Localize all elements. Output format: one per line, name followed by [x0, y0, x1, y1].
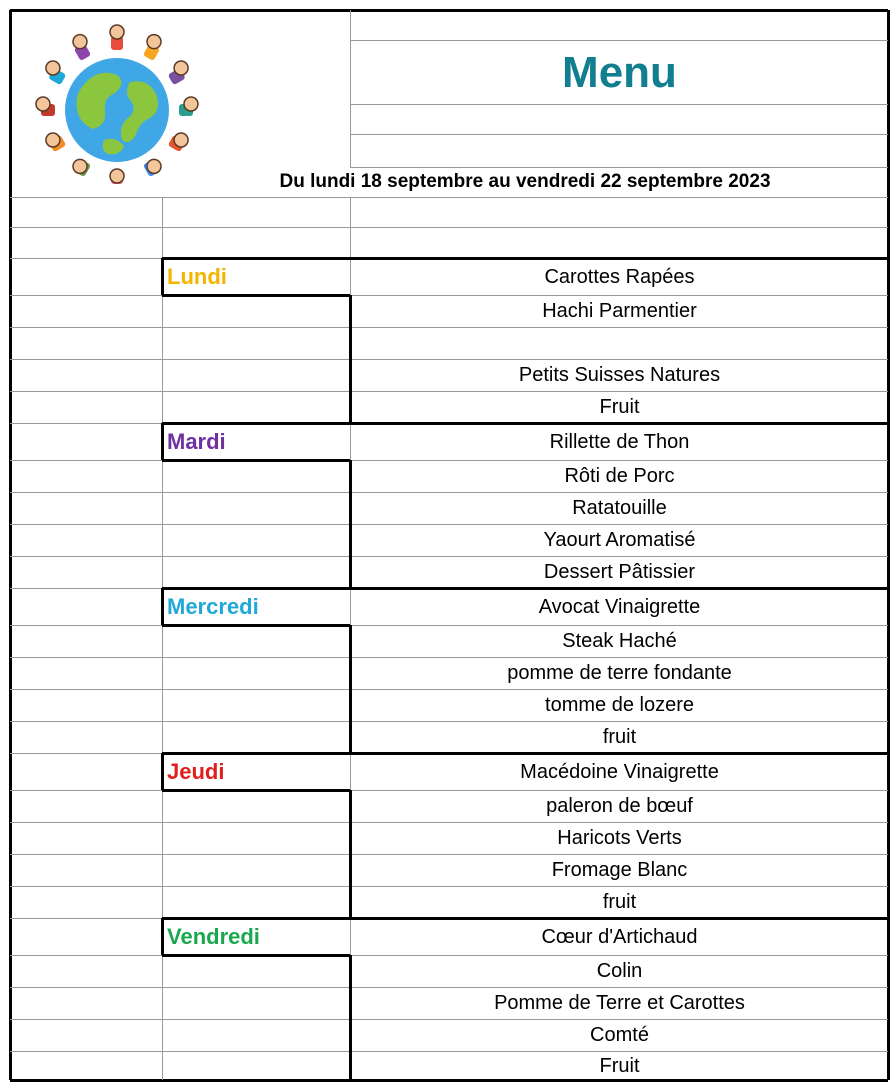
grid-line: [10, 391, 888, 392]
thick-border: [162, 752, 888, 755]
child-figure: [168, 133, 188, 152]
grid-line: [10, 524, 888, 525]
grid-line: [10, 721, 888, 722]
grid-line: [10, 657, 888, 658]
child-figure: [73, 159, 91, 177]
grid-line: [10, 460, 888, 461]
dish-cell: Fruit: [599, 1054, 640, 1077]
dish-cell: Macédoine Vinaigrette: [520, 760, 719, 783]
date-range: Du lundi 18 septembre au vendredi 22 septembre 2023: [279, 171, 771, 192]
dish-cell: Pomme de Terre et Carottes: [494, 992, 745, 1014]
dish-cell: Ratatouille: [572, 497, 667, 519]
dish-cell: fruit: [602, 891, 637, 913]
day-label-vendredi: Vendredi: [167, 923, 260, 949]
thick-border: [161, 753, 164, 790]
thick-border: [162, 954, 350, 957]
grid-line: [10, 790, 888, 791]
dish-cell: Rôti de Porc: [564, 465, 675, 487]
grid-line: [10, 295, 888, 296]
dish-cell: Colin: [596, 960, 643, 982]
thick-border: [162, 257, 888, 260]
child-figure: [143, 159, 161, 177]
dish-cell: Hachi Parmentier: [542, 300, 697, 322]
dish-cell: Carottes Rapées: [544, 265, 695, 288]
thick-border: [161, 423, 164, 460]
child-figure: [46, 61, 66, 85]
thick-border: [162, 917, 888, 920]
thick-border: [162, 422, 888, 425]
dish-cell: pomme de terre fondante: [507, 662, 732, 684]
dish-cell: Yaourt Aromatisé: [543, 529, 696, 551]
grid-line: [10, 1019, 888, 1020]
thick-border: [350, 1079, 888, 1082]
dish-cell: paleron de bœuf: [546, 795, 693, 817]
child-figure: [46, 133, 66, 152]
dish-cell: Avocat Vinaigrette: [538, 595, 701, 618]
dish-cell: Cœur d'Artichaud: [541, 925, 698, 948]
day-label-mercredi: Mercredi: [167, 593, 259, 619]
grid-line: [10, 955, 888, 956]
grid-line: [10, 227, 888, 228]
page-title: Menu: [562, 48, 677, 97]
dish-cell: Petits Suisses Natures: [518, 364, 721, 386]
grid-line: [10, 492, 888, 493]
dish-cell: Fromage Blanc: [551, 859, 688, 881]
grid-line: [10, 689, 888, 690]
children-globe-logo: [12, 12, 222, 198]
child-figure: [168, 61, 188, 85]
dish-cell: tomme de lozere: [545, 694, 694, 716]
thick-border: [162, 587, 888, 590]
grid-line: [10, 854, 888, 855]
grid-line: [10, 556, 888, 557]
dish-cell: Rillette de Thon: [549, 430, 690, 453]
grid-line: [10, 822, 888, 823]
child-figure: [36, 97, 55, 116]
child-figure: [110, 25, 124, 50]
grid-line: [10, 625, 888, 626]
dish-cell: Comté: [590, 1024, 649, 1046]
child-figure: [110, 169, 124, 184]
child-figure: [73, 35, 91, 61]
child-figure: [143, 35, 161, 61]
grid-line: [10, 327, 888, 328]
thick-border: [161, 588, 164, 625]
grid-line: [10, 987, 888, 988]
dish-cell: Fruit: [599, 396, 640, 418]
thick-border: [161, 258, 164, 295]
grid-line: [10, 886, 888, 887]
grid-line: [350, 134, 888, 135]
child-figure: [179, 97, 198, 116]
thick-border: [162, 789, 350, 792]
day-label-mardi: Mardi: [167, 428, 226, 454]
dish-cell: Steak Haché: [562, 630, 677, 652]
dish-cell: fruit: [602, 726, 637, 748]
dish-cell: Dessert Pâtissier: [543, 561, 696, 583]
grid-line: [10, 359, 888, 360]
thick-border: [161, 918, 164, 955]
grid-line: [10, 1051, 888, 1052]
thick-border: [162, 459, 350, 462]
dish-cell: Haricots Verts: [557, 827, 682, 849]
day-label-lundi: Lundi: [167, 263, 227, 289]
thick-border: [162, 294, 350, 297]
day-label-jeudi: Jeudi: [167, 758, 225, 784]
thick-border: [162, 624, 350, 627]
